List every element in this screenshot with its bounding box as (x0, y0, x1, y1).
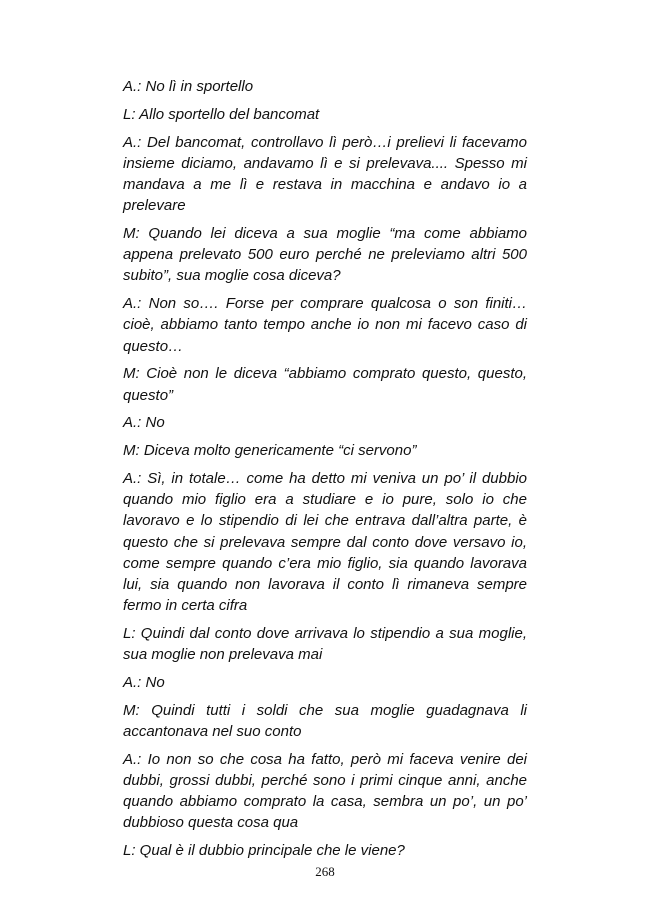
transcript-line: L: Allo sportello del bancomat (123, 105, 320, 123)
transcript-line: A.: No (123, 414, 165, 432)
page-number: 268 (315, 864, 335, 879)
transcript-line: A.: Sì, in totale… come ha detto mi veniva un po’ il dubbio quando mio figlio era a studiare e io pure, solo io che lavoravo e lo stipendio di lei che entrava dall’altra parte, è questo che si prelevava sempre dal conto dove versavo io, come sempre quando c’era mio figlio, sia quando lavorava lui, sia quando non lavorava il conto lì rimaneva sempre fermo in certa cifra (123, 470, 527, 615)
transcript-line: A.: Del bancomat, controllavo lì però…i prelievi li facevamo insieme diciamo, andavamo lì e si prelevava.... Spesso mi mandava a me lì e restava in macchina e andavo io a prelevare (123, 133, 527, 215)
document-page (123, 76, 527, 868)
transcript-line: M: Diceva molto genericamente “ci servono” (123, 442, 417, 460)
transcript-line: A.: No (123, 674, 165, 692)
transcript-line: A.: Non so…. Forse per comprare qualcosa o son finiti…cioè, abbiamo tanto tempo anche io non mi facevo caso di questo… (123, 295, 527, 355)
transcript-line: A.: Io non so che cosa ha fatto, però mi faceva venire dei dubbi, grossi dubbi, perché sono i primi cinque anni, anche quando abbiamo comprato la casa, sembra un po’, un po’ dubbioso questa cosa qua (123, 750, 527, 832)
transcript-line: M: Cioè non le diceva “abbiamo comprato questo, questo, questo” (123, 365, 527, 404)
transcript-line: A.: No lì in sportello (123, 78, 254, 95)
transcript-line: L: Quindi dal conto dove arrivava lo stipendio a sua moglie, sua moglie non prelevava mai (123, 625, 527, 664)
transcript-line: L: Qual è il dubbio principale che le viene? (123, 842, 405, 860)
transcript-line: M: Quindi tutti i soldi che sua moglie guadagnava li accantonava nel suo conto (123, 701, 527, 741)
transcript-line: M: Quando lei diceva a sua moglie “ma come abbiamo appena prelevato 500 euro perché ne preleviamo altri 500 subito”, sua moglie cosa diceva? (123, 225, 527, 285)
